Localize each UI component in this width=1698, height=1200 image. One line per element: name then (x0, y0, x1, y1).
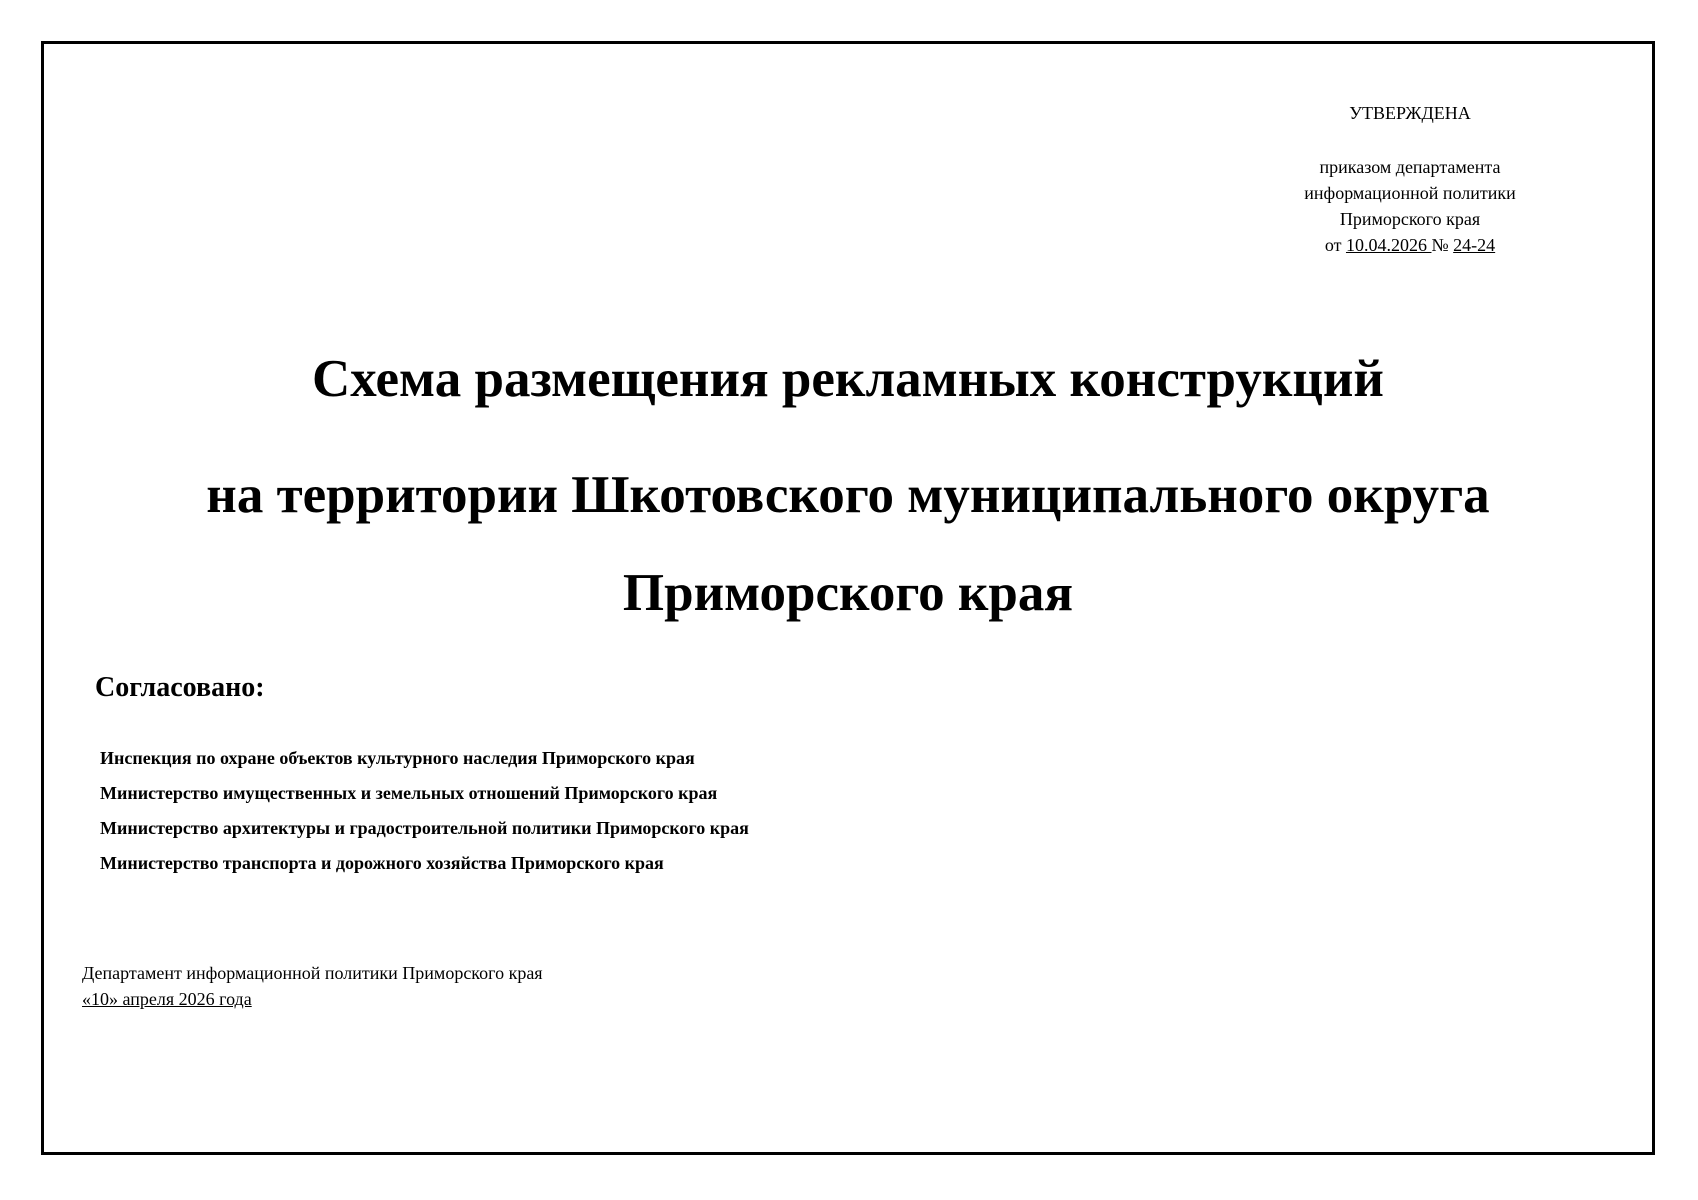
agreed-list (100, 746, 749, 886)
document-title-line-2: на территории Шкотовского муниципального округа (206, 466, 1490, 524)
approval-block (1240, 100, 1580, 258)
agreed-item: Министерство имущественных и земельных отношений Приморского края (100, 783, 718, 803)
approval-date-number-line (1240, 232, 1580, 258)
approval-number: 24-24 (1453, 235, 1496, 255)
approval-date-prefix: от (1324, 235, 1346, 255)
agreed-item: Инспекция по охране объектов культурного наследия Приморского края (100, 748, 695, 768)
footer-department: Департамент информационной политики Приморского края (82, 963, 543, 983)
document-title-line-3: Приморского края (622, 564, 1074, 622)
agreed-heading: Согласовано: (95, 672, 265, 703)
approval-stamp: УТВЕРЖДЕНА (1349, 103, 1471, 123)
document-title-line-1: Схема размещения рекламных конструкций (312, 350, 1384, 408)
approval-order-line: приказом департамента (1319, 157, 1501, 177)
approval-region-line: Приморского края (1339, 209, 1481, 229)
agreed-item: Министерство архитектуры и градостроительной политики Приморского края (100, 818, 749, 838)
footer-block (82, 960, 543, 1012)
footer-date: «10» апреля 2026 года (82, 989, 252, 1009)
approval-date: 10.04.2026 (1345, 235, 1432, 255)
approval-number-sign: № (1431, 235, 1454, 255)
agreed-item: Министерство транспорта и дорожного хозяйства Приморского края (100, 853, 664, 873)
approval-department-line: информационной политики (1304, 183, 1516, 203)
